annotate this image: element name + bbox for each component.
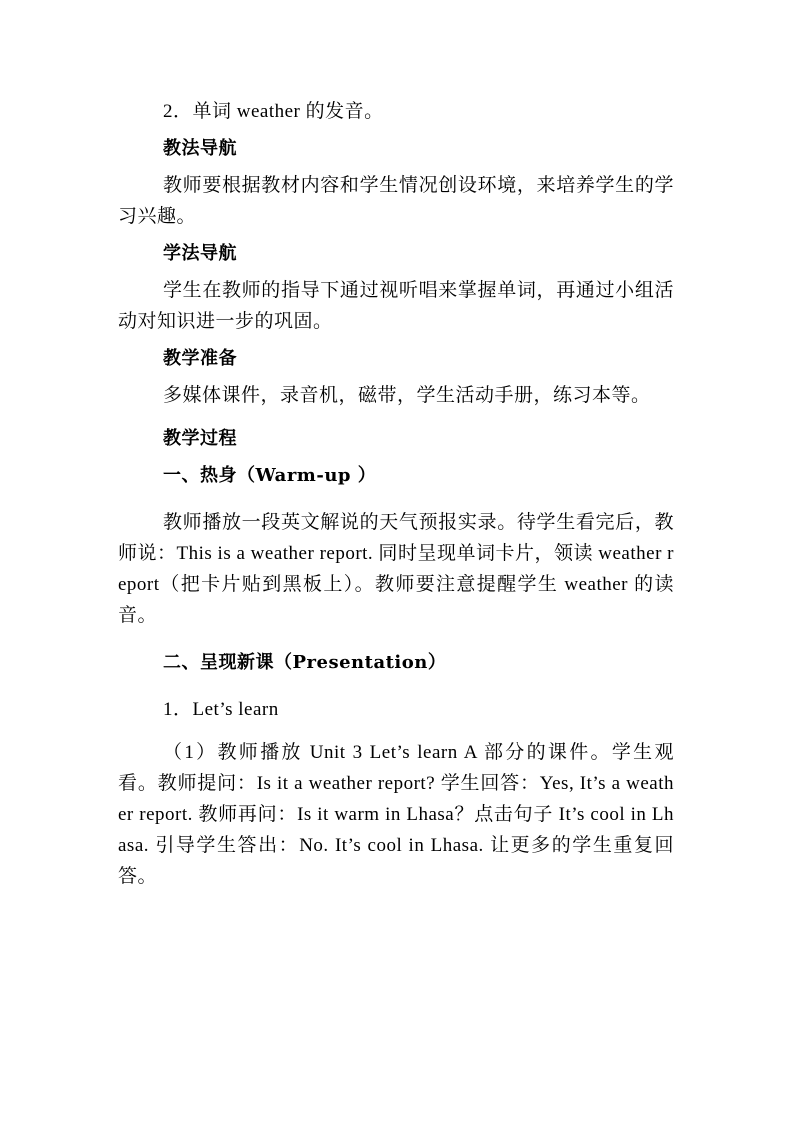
teaching-method-text: 教师要根据教材内容和学生情况创设环境，来培养学生的学习兴趣。: [118, 175, 674, 227]
heading-warmup: 一、热身（Warm-up ）: [163, 465, 377, 486]
lets-learn-subheading: 1．Let’s learn: [163, 699, 279, 720]
heading-teaching-process: 教学过程: [163, 428, 237, 449]
step-1-text: （1）教师播放 Unit 3 Let’s learn A 部分的课件。学生观看。教师提问：Is it a weather report? 学生回答：Yes, It’s a weather report. 教师再问：Is it warm in Lhasa？点击句子 It’s cool in Lhasa. 引导学生答出：No. It’s cool in Lhasa. 让更多的学生重复回答。: [118, 742, 674, 887]
document-body: [118, 96, 674, 892]
heading-teaching-method: 教法导航: [163, 138, 237, 159]
preparation-text: 多媒体课件，录音机，磁带，学生活动手册，练习本等。: [163, 385, 651, 406]
heading-preparation: 教学准备: [163, 348, 237, 369]
learning-method-text: 学生在教师的指导下通过视听唱来掌握单词，再通过小组活动对知识进一步的巩固。: [118, 280, 674, 332]
heading-learning-method: 学法导航: [163, 243, 237, 264]
heading-presentation: 二、呈现新课（Presentation）: [163, 652, 447, 673]
warmup-text: 教师播放一段英文解说的天气预报实录。待学生看完后，教师说：This is a weather report. 同时呈现单词卡片，领读 weather report（把卡片贴到黑板上）。教师要注意提醒学生 weather 的读音。: [118, 512, 674, 626]
pronunciation-point: 2．单词 weather 的发音。: [163, 101, 384, 122]
